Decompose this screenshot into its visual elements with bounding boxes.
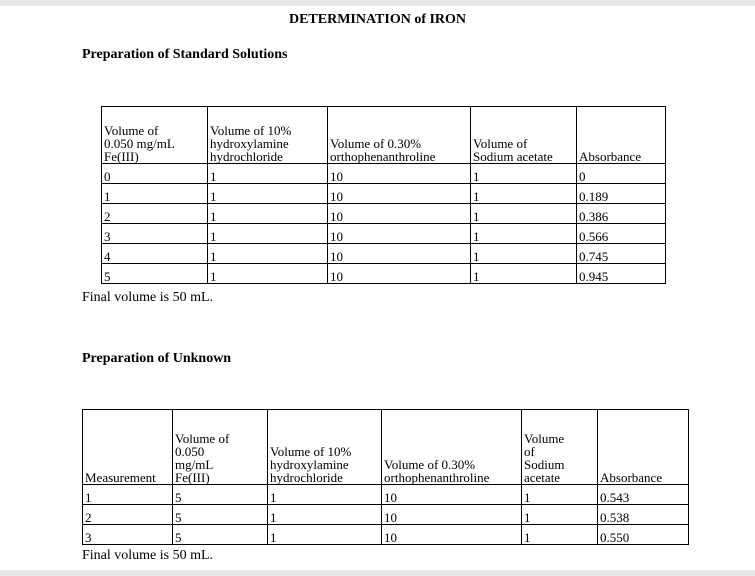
table-cell: 5 [173,485,268,505]
table-row [102,184,666,204]
standard-solutions-table [101,106,666,284]
top-border [0,0,755,6]
header-line: orthophenanthroline [330,149,436,164]
header-line: Volume of 0.30% [384,457,476,472]
table-cell: 1 [208,224,328,244]
header-line: Absorbance [600,470,663,485]
header-line: Volume [524,431,565,446]
header-cell [328,107,471,164]
table-cell: 10 [328,164,471,184]
header-cell [83,410,173,485]
table-row [83,505,689,525]
unknown-final-volume-note: Final volume is 50 mL. [82,548,214,563]
header-line: acetate [524,470,561,485]
table-cell: 0.945 [577,264,666,284]
header-line: hydroxylamine [210,136,289,151]
unknown-table [82,409,689,545]
table-cell: 10 [382,485,522,505]
table-cell: 1 [208,184,328,204]
table-cell: 1 [522,505,598,525]
table-cell: 3 [83,525,173,545]
table-cell: 1 [268,505,382,525]
table-cell: 1 [471,164,577,184]
header-line: of [524,444,535,459]
header-line: Volume of 0.30% [330,136,422,151]
header-line: hydrochloride [270,470,343,485]
table-cell: 0.566 [577,224,666,244]
table-cell: 10 [328,264,471,284]
table-cell: 1 [208,244,328,264]
table-cell: 1 [471,184,577,204]
header-line: Volume of [104,123,159,138]
header-line: orthophenanthroline [384,470,490,485]
header-line: 0.050 mg/mL [104,136,175,151]
header-line: Volume of 10% [270,444,352,459]
table-cell: 1 [471,244,577,264]
page-title: DETERMINATION of IRON [288,12,467,27]
table-cell: 1 [471,264,577,284]
table-cell: 1 [522,525,598,545]
header-row [83,410,689,485]
table-cell: 10 [328,244,471,264]
table-cell: 1 [471,224,577,244]
header-row [102,107,666,164]
header-line: Fe(III) [175,470,210,485]
table-cell: 5 [102,264,208,284]
header-line: 0.050 [175,444,205,459]
table-cell: 0.538 [598,505,689,525]
table-cell: 5 [173,525,268,545]
table-cell: 0.745 [577,244,666,264]
header-cell [268,410,382,485]
header-line: Sodium acetate [473,149,553,164]
table-row [83,525,689,545]
table-row [102,204,666,224]
table-cell: 2 [102,204,208,224]
header-cell [208,107,328,164]
table-cell: 0.550 [598,525,689,545]
table-cell: 1 [102,184,208,204]
table-cell: 0 [577,164,666,184]
table-cell: 1 [208,204,328,224]
table-cell: 10 [382,525,522,545]
header-line: Volume of 10% [210,123,292,138]
standard-heading: Preparation of Standard Solutions [82,47,288,62]
header-line: Volume of [473,136,528,151]
table-cell: 10 [328,224,471,244]
table-cell: 10 [328,204,471,224]
table-cell: 1 [268,525,382,545]
table-row [102,264,666,284]
table-cell: 1 [208,264,328,284]
header-line: Fe(III) [104,149,139,164]
header-line: Absorbance [579,149,642,164]
header-cell [471,107,577,164]
table-cell: 10 [382,505,522,525]
table-row [102,164,666,184]
table-row [102,224,666,244]
table-cell: 5 [173,505,268,525]
header-line: hydrochloride [210,149,283,164]
bottom-border [0,570,755,576]
table-cell: 2 [83,505,173,525]
table-cell: 1 [268,485,382,505]
header-cell [382,410,522,485]
header-line: mg/mL [175,457,214,472]
table-row [102,244,666,264]
header-cell [598,410,689,485]
header-line: Measurement [85,470,156,485]
header-line: Sodium [524,457,565,472]
standard-final-volume-note: Final volume is 50 mL. [82,290,214,305]
table-cell: 3 [102,224,208,244]
header-cell [522,410,598,485]
table-cell: 1 [83,485,173,505]
table-cell: 1 [208,164,328,184]
table-cell: 1 [522,485,598,505]
header-line: hydroxylamine [270,457,349,472]
header-cell [577,107,666,164]
table-cell: 4 [102,244,208,264]
unknown-heading: Preparation of Unknown [82,351,232,366]
header-line: Volume of [175,431,230,446]
table-cell: 0 [102,164,208,184]
table-cell: 0.386 [577,204,666,224]
table-cell: 0.189 [577,184,666,204]
table-row [83,485,689,505]
header-cell [173,410,268,485]
table-cell: 1 [471,204,577,224]
table-cell: 0.543 [598,485,689,505]
header-cell [102,107,208,164]
table-cell: 10 [328,184,471,204]
